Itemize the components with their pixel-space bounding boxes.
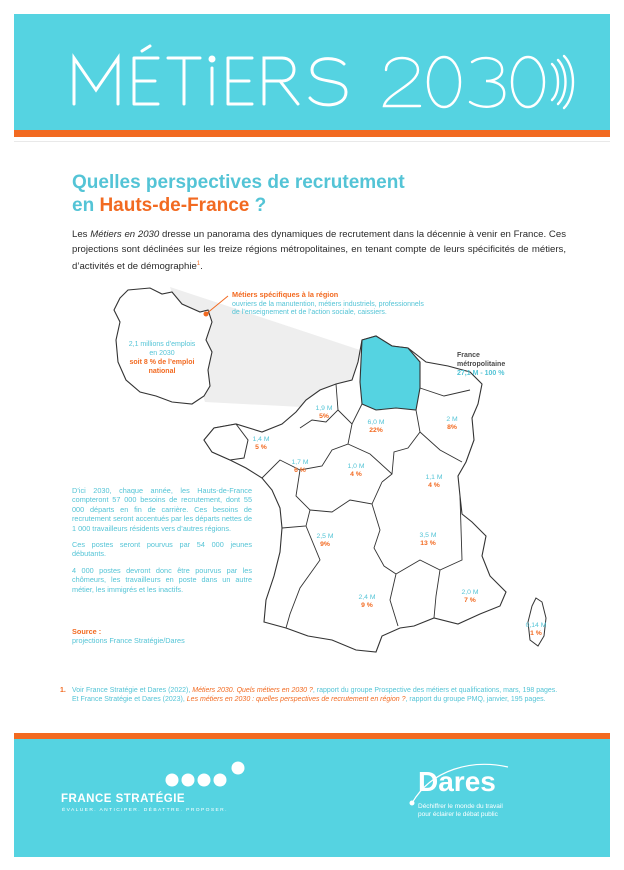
map-label-value: 1,4 M [252,436,270,443]
map-label-pct: 13 % [420,540,436,547]
title-suffix: ? [249,195,267,216]
callout-title: Métiers spécifiques à la région [232,290,339,299]
intro-paragraph [72,227,566,274]
footnote-text-a: Voir France Stratégie et Dares (2022), [72,687,193,694]
region-stats-line1: 2,1 millions d’emplois [128,341,196,348]
footnote-body [72,686,560,705]
side-text [72,486,252,601]
callout-line2: de l’enseignement et de l’action sociale, caissiers. [232,309,387,316]
map-label-value: 6,0 M [367,419,385,426]
map-label-value: 1,1 M [425,474,443,481]
map-label-value: 0,14 M [525,622,547,629]
map-label-pct: 4 % [428,482,440,489]
footnote-number: 1. [60,687,66,694]
map-label-value: 1,9 M [315,405,333,412]
side-paragraph-2: Ces postes seront pourvus par 54 000 jeunes débutants. [72,540,252,559]
title-line1: Quelles perspectives de recrutement [72,172,405,193]
map-label-pct: 8% [447,424,457,431]
map-label-value: 1,0 M [347,463,365,470]
divider [14,141,610,142]
side-paragraph-1: D’ici 2030, chaque année, les Hauts-de-France compteront 57 000 besoins de recrutement, dont 55 000 départs en fin de carrière. Ces besoins de recrutement seront accentués par les départs nettes de 1 000 travailleurs résidents vers d’autres régions. [72,486,252,533]
callout-dot [204,312,209,317]
intro-end: . [200,261,203,273]
intro-footnote-ref[interactable]: 1 [196,261,201,267]
map-label-pct: 1 % [530,630,542,637]
map-label-pct: 9% [320,541,330,548]
dares-tagline-line2: pour éclairer le débat public [418,811,498,818]
map-label-pct: 6 % [294,467,306,474]
region-stats-line3: soit 8 % de l’emploi [129,359,195,366]
map-label-value: 3,5 M [419,532,437,539]
france-strategie-tagline: ÉVALUER. ANTICIPER. DÉBATTRE. PROPOSER. [62,808,228,813]
dares-tagline [418,803,528,819]
france-regions-map [0,280,624,660]
footnote-text-c: , rapport du groupe PMQ, janvier, 195 pages. [405,696,546,704]
intro-part2: dresse un panorama des dynamiques de recrutement dans la décennie à venir en France. Ces projections sont déclinées sur les treize régions métropolitaines, en tenant compte de leurs spécificités de métiers, d’activités et de démographie [72,229,566,273]
map-label-value: 2,5 M [316,533,334,540]
map-label-value: 2,4 M [358,594,376,601]
intro-part1: Les [72,229,91,240]
footnote-title-b: Les métiers en 2030 : quelles perspectives de recrutement en région ? [186,696,406,704]
title-prefix: en [72,195,100,216]
dares-logo [408,755,518,810]
map-label-value: 2 M [446,416,458,423]
dares-tagline-line1: Déchiffrer le monde du travail [418,803,503,810]
region-stats-line4: national [148,368,176,375]
france-strategie-name: FRANCE STRATÉGIE [61,793,186,805]
side-paragraph-3: 4 000 postes devront donc être pourvus par les chômeurs, les travailleurs en poste dans un autre métier, les immigrés et les inactifs. [72,565,252,594]
intro-italic: Métiers en 2030 [90,229,160,240]
metiers-2030-logo [14,14,610,130]
title-region: Hauts-de-France [99,195,250,216]
region-stats-line2: en 2030 [149,350,175,357]
region-hauts-de-france[interactable] [360,336,420,410]
map-label-pct: 5 % [255,444,267,451]
map-label-value: 1,7 M [291,459,309,466]
source-label: Source : [72,627,102,636]
france-total-value: 27,1 M - 100 % [457,370,505,377]
france-label-line2: métropolitaine [457,361,506,368]
footnote [60,686,560,705]
source [72,627,272,646]
source-text: projections France Stratégie/Dares [72,636,185,646]
page-title [72,171,572,217]
france-label-line1: France [457,352,480,359]
publication-date: Janvier 2023 [545,256,594,265]
dares-name: Dares [418,766,496,797]
map-label-pct: 5% [319,413,329,420]
footnote-title-a: Métiers 2030. Quels métiers en 2030 ? [192,687,313,694]
map-label-pct: 4 % [350,471,362,478]
map-label-pct: 22% [369,427,383,434]
france-strategie-dots-icon [159,760,249,790]
footnote-text-b: , rapport du groupe Prospective des métiers et qualifications, mars, 198 pages. Et France Stratégie et Dares (2023), [72,687,558,704]
map-label-pct: 7 % [464,597,476,604]
map-label-value: 2,0 M [461,589,479,596]
header-band [14,14,610,130]
callout-line1: ouvriers de la manutention, métiers industriels, professionnels [232,301,424,308]
map-label-pct: 9 % [361,602,373,609]
